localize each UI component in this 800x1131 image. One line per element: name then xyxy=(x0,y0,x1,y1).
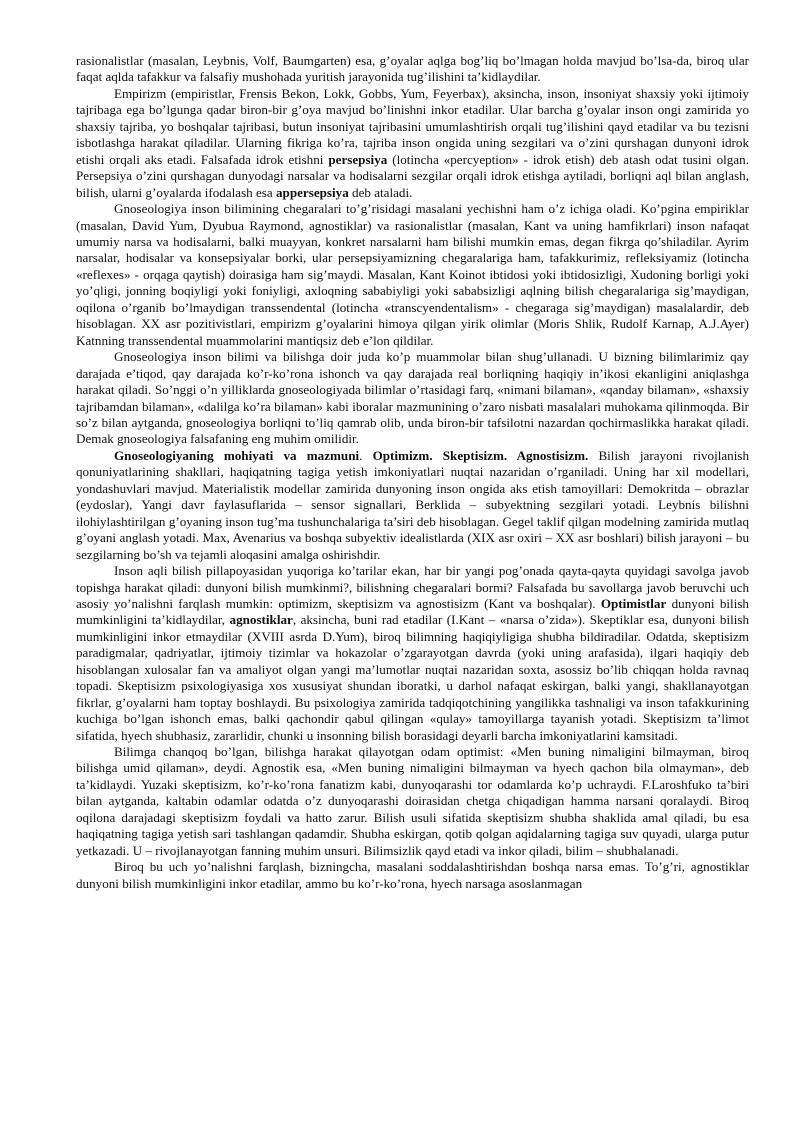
text-run: . xyxy=(359,447,373,463)
text-run: dunyoni bilish mumkinligini ta’kidlaydilar, xyxy=(76,595,749,628)
text-run: Gnoseologiya inson bilimi va bilishga doir juda ko’p muammolar bilan shug’ullanadi. U bizning bilimlarimiz qay darajada e’tiqod, qay darajada ko’r-ko’rona ishonch va qay darajada real borliqning haqiqiy in’ikosi ekanligini aniqlashga harakat qiladi. So’nggi o’n yilliklarda gnoseologiyada bilimlar o’rtasidagi farq, «nimani bilaman», «qanday bilaman», «shaxsiy tajribamdan bilaman», «dalilga ko’ra bilaman» kabi iboralar mazmunining o’zaro nisbati masalalari muhokama qilinmoqda. Bir so’z bilan aytganda, gnoseologiya borliqni to’liq qamrab olib, unda biron-bir tafsilotni nazardan qochirmaslikka harakat qiladi. Demak gnoseologiya falsafaning eng muhim omilidir. xyxy=(76,349,749,447)
text-run: Gnoseologiya inson bilimining chegaralari to’g’risidagi masalani yechishni ham o’z ichiga oladi. Ko’pgina empiriklar (masalan, David Yum, Dyubua Raymond, agnostiklar) va rasionalistlar (masalan, Kant va uning hamfikrlari) inson nafaqat umumiy narsa va hodisalarni, balki muayyan, konkret narsalarni ham bilishi mumkin emas, degan fikrga qo’shiladilar. Ayrim narsalar, hodisalar va konsepsiyalar borki, ular persepsiyamizning chegaralariga ham, tafakkurimiz, refleksiyamiz (lotincha «reflexes» - orqaga qaytish) doirasiga ham sig’maydi. Masalan, Kant Koinot ibtidosi yoki ibtidosizligi, Xudoning borligi yoki yo’qligi, jonning boqiyligi yoki foniyligi, axloqning sababiyligi yoki sababsizligi aqlning bilish chegaralariga sig’maydigan, oqilona o’rganib bo’lmaydigan transsendental (lotincha «transcyendentalism» - chegaraga sig’maydigan) masalalardir, deb hisoblagan. XX asr pozitivistlari, empirizm g’oyalarini himoya qilgan yirik olimlar (Moris Shlik, Rudolf Karnap, A.J.Ayer) Katnning transsendental muammolarini mantiqsiz deb e’lon qildilar. xyxy=(76,201,749,348)
paragraph xyxy=(76,744,749,859)
text-run: Bilimga chanqoq bo’lgan, bilishga harakat qilayotgan odam optimist: «Men buning nimaligini bilmayman, biroq bilishga umid qilaman», deydi. Agnostik esa, «Men buning nimaligini bilmayman va hyech qachon bila olmayman», deb ta’kidlaydi. Yuzaki skeptisizm, ko’r-ko’rona fanatizm kabi, dunyoqarashi tor odamlarda ko’p uchraydi. F.Laroshfuko ta’biri bilan aytganda, kaltabin odamlar odatda o’z dunyoqarashi doirasidan chetga chiqadigan hamma narsani qoralaydi. Biroq oqilona darajadagi skeptisizm foydali va hatto zarur. Bilish usuli sifatida skeptisizm shubha shaklida amal qiladi, bu esa haqiqatning tagiga yetish sari tashlangan qadamdir. Shubha eskirgan, qotib qolgan aqidalarning tagiga suv quyadi, ularga putur yetkazadi. U – rivojlanayotgan fanning muhim unsuri. Bilimsizlik qayd etadi va inkor qiladi, bilim – shubhalanadi. xyxy=(76,744,749,858)
text-run: Empirizm (empiristlar, Frensis Bekon, Lokk, Gobbs, Yum, Feyerbax), aksincha, inson, insoniyat shaxsiy yoki ijtimoiy tajribaga ega bo’lgunga qadar biron-bir g’oya mavjud bo’linishni inkor etadilar. Ular barcha g’oyalar inson ongi zamirida yo shaxsiy tajriba, yo boshqalar tajribasi, butun insoniyat tajribasini umumlashtirish orqali tug’ilishini qayd etadilar va bu tezisni isbotlashga harakat qiladilar. Ularning fikriga ko’ra, tajriba inson ongida uning sezgilari va o’zini qurshagan dunyoni idrok etishi orqali aks etadi. Falsafada idrok etishni xyxy=(76,85,749,167)
document-page xyxy=(76,53,749,892)
paragraph xyxy=(76,53,749,86)
paragraph xyxy=(76,859,749,892)
bold-term: appersepsiya xyxy=(275,184,349,200)
bold-term: Optimizm. Skeptisizm. Agnostisizm. xyxy=(372,447,589,463)
paragraph xyxy=(76,86,749,201)
bold-term: persepsiya xyxy=(328,151,388,167)
paragraph xyxy=(76,563,749,744)
paragraph xyxy=(76,201,749,349)
text-run: Bilish jarayoni rivojlanish qonuniyatlarining shakllari, haqiqatning tagiga yetish imkoniyatlari nuqtai nazaridan o’rganiladi. Uning har xil modellari, yondashuvlari mavjud. Materialistik modellar zamirida dunyoning inson ongida aks etish tamoyillari: Demokritda – obrazlar (eydoslar), Yangi davr faylasuflarida – sensor signallari, Berklida – subyektning sezgilari yotadi. Leybnis bilishni ilohiylashtirilgan g’oyaning inson tug’ma tushunchalariga ta’siri deb hisoblagan. Gegel taklif qilgan modelning zamirida mutlaq g’oyani anglash yotadi. Max, Avenarius va boshqa subyektiv idealistlarda (XIX asr oxiri – XX asr boshlari) bilish jarayoni – bu sezgilarning bo’sh va tejamli aloqasini amalga oshirishdir. xyxy=(76,447,749,562)
text-run: Biroq bu uch yo’nalishni farqlash, bizningcha, masalani soddalashtirishdan boshqa narsa emas. To’g’ri, agnostiklar dunyoni bilish mumkinligini inkor etadilar, ammo bu ko’r-ko’rona, hyech narsaga asoslanmagan xyxy=(76,859,749,891)
bold-term: agnostiklar xyxy=(229,612,293,628)
bold-term: Optimistlar xyxy=(600,595,667,611)
text-run: Inson aqli bilish pillapoyasidan yuqoriga ko’tarilar ekan, har bir yangi pog’onada qayta-qayta quyidagi savolga javob topishga harakat qiladi: dunyoni bilish mumkinmi?, bilishning chegaralari bormi? Falsafada bu savollarga javob beruvchi uch asosiy yo’nalishni farqlash mumkin: optimizm, skeptisizm va agnostisizm (Kant va boshqalar). xyxy=(76,563,749,611)
paragraph xyxy=(76,448,749,563)
paragraph xyxy=(76,349,749,448)
bold-term: Gnoseologiyaning mohiyati va mazmuni xyxy=(114,447,360,463)
text-run: (lotincha «percyeption» - idrok etish) deb atash odat tusini olgan. Persepsiya o’zini qurshagan dunyodagi narsalar va hodisalarni sezgilar orqali idrok etishga aytiladi, borliqni aql bilan anglash, bilish, ularni g’oyalarda ifodalash esa xyxy=(76,151,749,200)
text-run: deb ataladi. xyxy=(348,184,413,200)
text-run: , aksincha, buni rad etadilar (I.Kant – «narsa o’zida»). Skeptiklar esa, dunyoni bilish mumkinligini inkor etmaydilar (XVIII asrda D.Yum), biroq bilimning haqiqiyligiga shubha bildiradilar. Odatda, skeptisizm paradigmalar, qadriyatlar, ijtimoiy tizimlar va hokazolar o’zgarayotgan davrda (yoki uning arafasida), ilgari haqiqiy deb hisoblangan xulosalar fan va amaliyot olgan yangi ma’lumotlar nuqtai nazaridan soxta, asossiz bo’lib chiqqan holda ravnaq topadi. Skeptisizm psixologiyasiga xos xususiyat shundan iboratki, u darhol nafaqat eskirgan, balki yangi, shakllanayotgan fikrlar, g’oyalarni ham toptay boshlaydi. Bu psixologiya zamirida tadqiqotchining yangilikka tashnaligi va inson tafakkurining kuchiga bo’lgan ishonch emas, balki qachondir qabul qilingan «qulay» tamoyillarga tayanish yotadi. Skeptisizm ta’limot sifatida, hyech shubhasiz, zararlidir, chunki u insonning bilish borasidagi deyarli barcha imkoniyatlarini kamsitadi. xyxy=(76,612,749,743)
text-run: rasionalistlar (masalan, Leybnis, Volf, Baumgarten) esa, g’oyalar aqlga bog’liq bo’lmagan holda mavjud bo’lsa-da, biroq ular faqat aqlda tafakkur va falsafiy mushohada yuritish jarayonida tug’ilishini ta’kidlaydilar. xyxy=(76,53,749,85)
